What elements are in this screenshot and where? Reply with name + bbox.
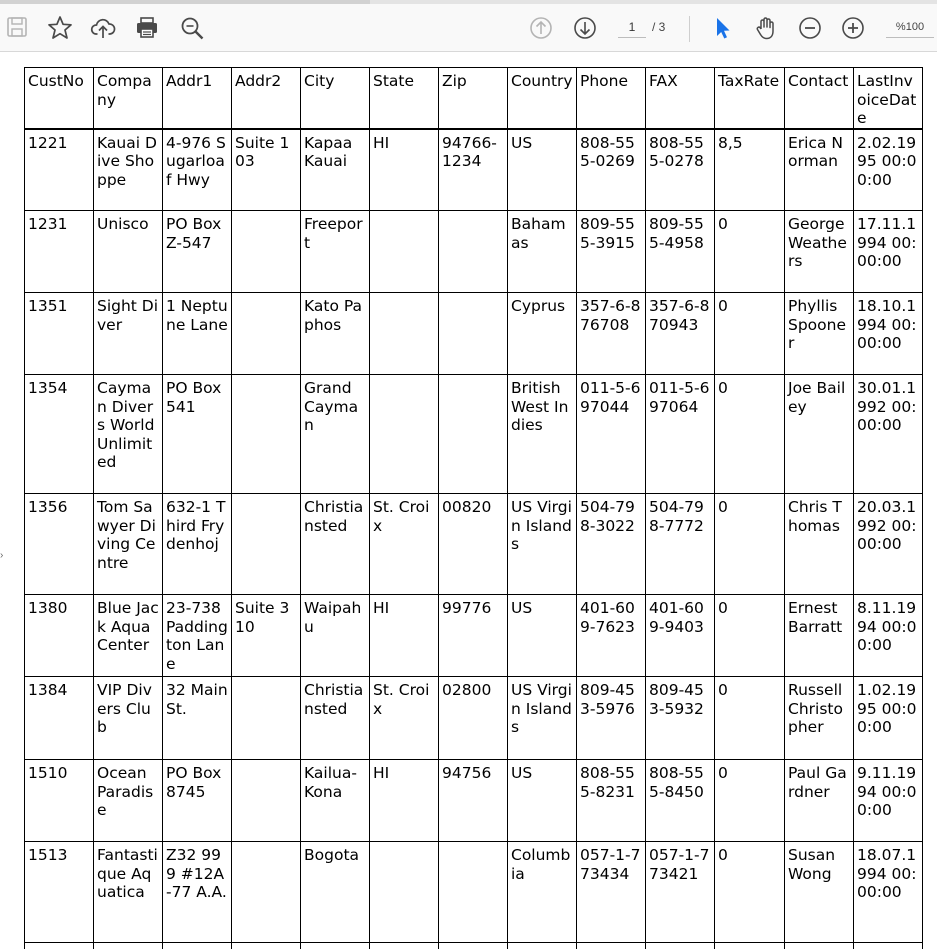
table-cell: Kauai Dive Shoppe: [94, 129, 163, 211]
table-cell: Tom Sawyer Diving Centre: [94, 494, 163, 595]
sidebar-expand-icon[interactable]: ›: [0, 550, 4, 561]
table-cell: VIP Divers Club: [94, 677, 163, 760]
column-header: TaxRate: [715, 68, 785, 129]
table-cell: 8.11.1994 00:00:00: [854, 595, 923, 677]
table-cell: Suite 310: [232, 595, 301, 677]
table-cell: 808-555-0278: [646, 129, 715, 211]
table-cell: 0: [715, 677, 785, 760]
table-cell: Blue Jack Aqua Center: [94, 595, 163, 677]
table-cell: 02800: [439, 677, 508, 760]
table-row: [25, 595, 923, 677]
table-cell: 00820: [439, 494, 508, 595]
table-cell: [508, 943, 577, 949]
table-header-row: [25, 68, 923, 129]
table-cell: 401-609-7623: [577, 595, 646, 677]
table-cell: [25, 943, 94, 949]
table-cell: 17.11.1994 00:00:00: [854, 211, 923, 293]
table-cell: US Virgin Islands: [508, 494, 577, 595]
table-cell: [646, 943, 715, 949]
table-cell: 0: [715, 293, 785, 375]
table-cell: 011-5-697044: [577, 375, 646, 494]
table-cell: 2.02.1995 00:00:00: [854, 129, 923, 211]
table-cell: British West Indies: [508, 375, 577, 494]
table-cell: HI: [370, 129, 439, 211]
table-cell: Fantastique Aquatica: [94, 842, 163, 943]
table-cell: Waipahu: [301, 595, 370, 677]
table-cell: [439, 943, 508, 949]
table-row: [25, 943, 923, 949]
next-page-icon[interactable]: [572, 15, 598, 41]
table-cell: 1356: [25, 494, 94, 595]
table-cell: [232, 211, 301, 293]
column-header: LastInvoiceDate: [854, 68, 923, 129]
table-body: [25, 129, 923, 949]
table-cell: [232, 677, 301, 760]
table-cell: Ocean Paradise: [94, 760, 163, 842]
table-cell: [785, 943, 854, 949]
table-cell: 0: [715, 211, 785, 293]
table-cell: 20.03.1992 00:00:00: [854, 494, 923, 595]
table-cell: 808-555-0269: [577, 129, 646, 211]
table-cell: 1221: [25, 129, 94, 211]
table-cell: Bogota: [301, 842, 370, 943]
column-header: State: [370, 68, 439, 129]
table-cell: 0: [715, 760, 785, 842]
zoom-level-select[interactable]: %100: [886, 17, 934, 38]
table-cell: [370, 293, 439, 375]
table-cell: [439, 293, 508, 375]
column-header: Addr2: [232, 68, 301, 129]
pdf-viewer-toolbar: [0, 4, 937, 52]
table-cell: 1351: [25, 293, 94, 375]
column-header: Company: [94, 68, 163, 129]
table-cell: Kapaa Kauai: [301, 129, 370, 211]
table-cell: [577, 943, 646, 949]
table-cell: PO Box Z-547: [163, 211, 232, 293]
table-row: [25, 129, 923, 211]
table-cell: 057-1-773434: [577, 842, 646, 943]
table-cell: 0: [715, 842, 785, 943]
table-cell: 357-6-876708: [577, 293, 646, 375]
table-cell: 0: [715, 494, 785, 595]
table-cell: Grand Cayman: [301, 375, 370, 494]
table-cell: [301, 943, 370, 949]
table-cell: [163, 943, 232, 949]
table-cell: 809-453-5976: [577, 677, 646, 760]
table-cell: PO Box 541: [163, 375, 232, 494]
table-cell: 1231: [25, 211, 94, 293]
save-icon[interactable]: [5, 15, 31, 41]
table-cell: [232, 494, 301, 595]
print-icon[interactable]: [134, 15, 160, 41]
table-cell: Chris Thomas: [785, 494, 854, 595]
hand-pan-icon[interactable]: [753, 15, 779, 41]
table-cell: 057-1-773421: [646, 842, 715, 943]
table-row: [25, 494, 923, 595]
table-cell: Kato Paphos: [301, 293, 370, 375]
table-cell: 809-555-4958: [646, 211, 715, 293]
column-header: FAX: [646, 68, 715, 129]
table-cell: 357-6-870943: [646, 293, 715, 375]
table-cell: Suite 103: [232, 129, 301, 211]
table-cell: Christiansted: [301, 494, 370, 595]
table-cell: 23-738 Paddington Lane: [163, 595, 232, 677]
table-cell: St. Croix: [370, 494, 439, 595]
table-cell: [94, 943, 163, 949]
table-cell: [232, 842, 301, 943]
table-cell: Freeport: [301, 211, 370, 293]
table-cell: US: [508, 595, 577, 677]
table-row: [25, 842, 923, 943]
zoom-out-icon[interactable]: [797, 15, 823, 41]
column-header: City: [301, 68, 370, 129]
table-cell: 1380: [25, 595, 94, 677]
table-cell: 401-609-9403: [646, 595, 715, 677]
column-header: CustNo: [25, 68, 94, 129]
column-header: Addr1: [163, 68, 232, 129]
column-header: Phone: [577, 68, 646, 129]
table-row: [25, 677, 923, 760]
table-cell: Z32 999 #12A-77 A.A.: [163, 842, 232, 943]
table-cell: Bahamas: [508, 211, 577, 293]
table-cell: 99776: [439, 595, 508, 677]
table-cell: Kailua-Kona: [301, 760, 370, 842]
table-cell: Columbia: [508, 842, 577, 943]
table-row: [25, 760, 923, 842]
table-cell: [370, 211, 439, 293]
table-cell: Cyprus: [508, 293, 577, 375]
table-cell: US: [508, 760, 577, 842]
table-cell: Christiansted: [301, 677, 370, 760]
table-cell: 632-1 Third Frydenhoj: [163, 494, 232, 595]
table-cell: 1384: [25, 677, 94, 760]
table-cell: Russell Christopher: [785, 677, 854, 760]
column-header: Zip: [439, 68, 508, 129]
table-cell: [370, 842, 439, 943]
table-cell: Erica Norman: [785, 129, 854, 211]
table-cell: 94766-1234: [439, 129, 508, 211]
table-cell: Susan Wong: [785, 842, 854, 943]
previous-page-icon[interactable]: [528, 15, 554, 41]
table-cell: 1513: [25, 842, 94, 943]
table-cell: Cayman Divers World Unlimited: [94, 375, 163, 494]
zoom-in-icon[interactable]: [840, 15, 866, 41]
bookmark-star-icon[interactable]: [47, 15, 73, 41]
table-cell: 0: [715, 595, 785, 677]
table-cell: 0: [715, 375, 785, 494]
table-cell: 1.02.1995 00:00:00: [854, 677, 923, 760]
table-cell: 504-798-3022: [577, 494, 646, 595]
table-cell: 504-798-7772: [646, 494, 715, 595]
table-cell: [370, 943, 439, 949]
select-cursor-icon[interactable]: [709, 15, 735, 41]
table-cell: 808-555-8450: [646, 760, 715, 842]
table-cell: 809-453-5932: [646, 677, 715, 760]
table-cell: 1510: [25, 760, 94, 842]
table-cell: 809-555-3915: [577, 211, 646, 293]
table-cell: 18.10.1994 00:00:00: [854, 293, 923, 375]
table-cell: [439, 211, 508, 293]
table-cell: HI: [370, 760, 439, 842]
table-cell: 4-976 Sugarloaf Hwy: [163, 129, 232, 211]
table-cell: [232, 760, 301, 842]
table-cell: [715, 943, 785, 949]
table-cell: 808-555-8231: [577, 760, 646, 842]
table-cell: Phyllis Spooner: [785, 293, 854, 375]
table-row: [25, 375, 923, 494]
table-cell: George Weathers: [785, 211, 854, 293]
table-cell: 32 Main St.: [163, 677, 232, 760]
table-row: [25, 293, 923, 375]
page-total-label: / 3: [652, 20, 666, 34]
upload-cloud-icon[interactable]: [90, 15, 116, 41]
table-cell: 94756: [439, 760, 508, 842]
table-cell: [439, 375, 508, 494]
table-cell: [232, 293, 301, 375]
table-cell: HI: [370, 595, 439, 677]
page-number-input[interactable]: [618, 17, 646, 38]
table-cell: [370, 375, 439, 494]
table-cell: [854, 943, 923, 949]
column-header: Country: [508, 68, 577, 129]
table-cell: PO Box 8745: [163, 760, 232, 842]
table-cell: Joe Bailey: [785, 375, 854, 494]
toolbar-divider: [689, 16, 690, 42]
table-cell: US Virgin Islands: [508, 677, 577, 760]
table-cell: 18.07.1994 00:00:00: [854, 842, 923, 943]
document-viewport[interactable]: [0, 52, 937, 949]
table-cell: 9.11.1994 00:00:00: [854, 760, 923, 842]
table-cell: Paul Gardner: [785, 760, 854, 842]
table-row: [25, 211, 923, 293]
table-cell: 1 Neptune Lane: [163, 293, 232, 375]
table-cell: 1354: [25, 375, 94, 494]
table-cell: 8,5: [715, 129, 785, 211]
table-cell: [232, 375, 301, 494]
table-cell: US: [508, 129, 577, 211]
table-cell: Unisco: [94, 211, 163, 293]
customer-table: [24, 67, 923, 949]
table-cell: 30.01.1992 00:00:00: [854, 375, 923, 494]
table-cell: [232, 943, 301, 949]
table-cell: 011-5-697064: [646, 375, 715, 494]
table-cell: [439, 842, 508, 943]
table-cell: Sight Diver: [94, 293, 163, 375]
table-cell: Ernest Barratt: [785, 595, 854, 677]
search-zoom-icon[interactable]: [179, 15, 205, 41]
column-header: Contact: [785, 68, 854, 129]
table-cell: St. Croix: [370, 677, 439, 760]
